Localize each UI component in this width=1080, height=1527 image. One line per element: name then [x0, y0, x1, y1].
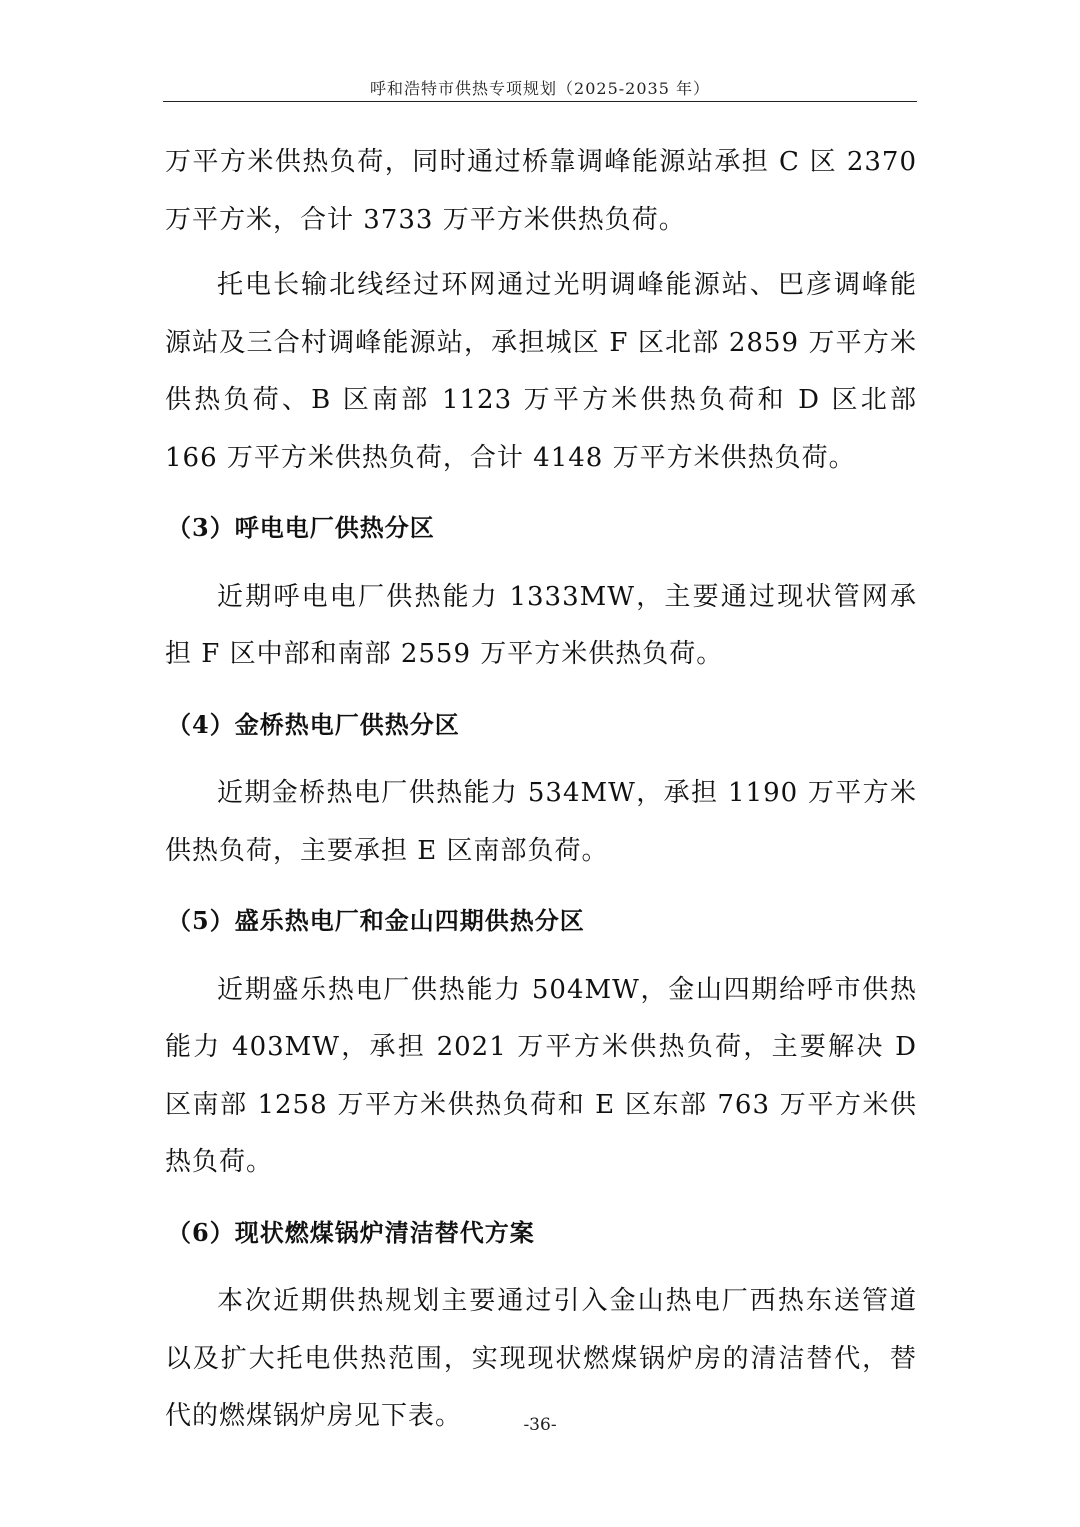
section-heading-5: （5）盛乐热电厂和金山四期供热分区: [167, 906, 585, 935]
paragraph-shengle: 近期盛乐热电厂供热能力 504MW，金山四期给呼市供热能力 403MW，承担 2021 万平方米供热负荷，主要解决 D 区南部 1258 万平方米供热负荷和 E 区东部 763 万平方米供热负荷。: [165, 974, 917, 1177]
page-number: -36-: [523, 1415, 557, 1435]
section-heading-6: （6）现状燃煤锅炉清洁替代方案: [167, 1217, 535, 1247]
section-heading-4: （4）金桥热电厂供热分区: [167, 709, 460, 739]
section-heading-3: （3）呼电电厂供热分区: [167, 513, 435, 542]
paragraph-tuo-north-line: 托电长输北线经过环网通过光明调峰能源站、巴彦调峰能源站及三合村调峰能源站，承担城区 F 区北部 2859 万平方米供热负荷、B 区南部 1123 万平方米供热负荷和 D 区北部 166 万平方米供热负荷，合计 4148 万平方米供热负荷。: [165, 270, 917, 473]
paragraph-continued: 万平方米供热负荷，同时通过桥靠调峰能源站承担 C 区 2370 万平方米，合计 3733 万平方米供热负荷。: [165, 147, 917, 235]
body-text: [165, 134, 917, 1446]
header-divider: [163, 101, 917, 102]
running-header: 呼和浩特市供热专项规划（2025-2035 年）: [370, 79, 710, 98]
paragraph-jinqiao: 近期金桥热电厂供热能力 534MW，承担 1190 万平方米供热负荷，主要承担 E 区南部负荷。: [165, 778, 917, 866]
paragraph-hudian: 近期呼电电厂供热能力 1333MW，主要通过现状管网承担 F 区中部和南部 2559 万平方米供热负荷。: [165, 581, 917, 669]
paragraph-coal-boiler-replacement: 本次近期供热规划主要通过引入金山热电厂西热东送管道以及扩大托电供热范围，实现现状燃煤锅炉房的清洁替代，替代的燃煤锅炉房见下表。: [165, 1286, 917, 1431]
